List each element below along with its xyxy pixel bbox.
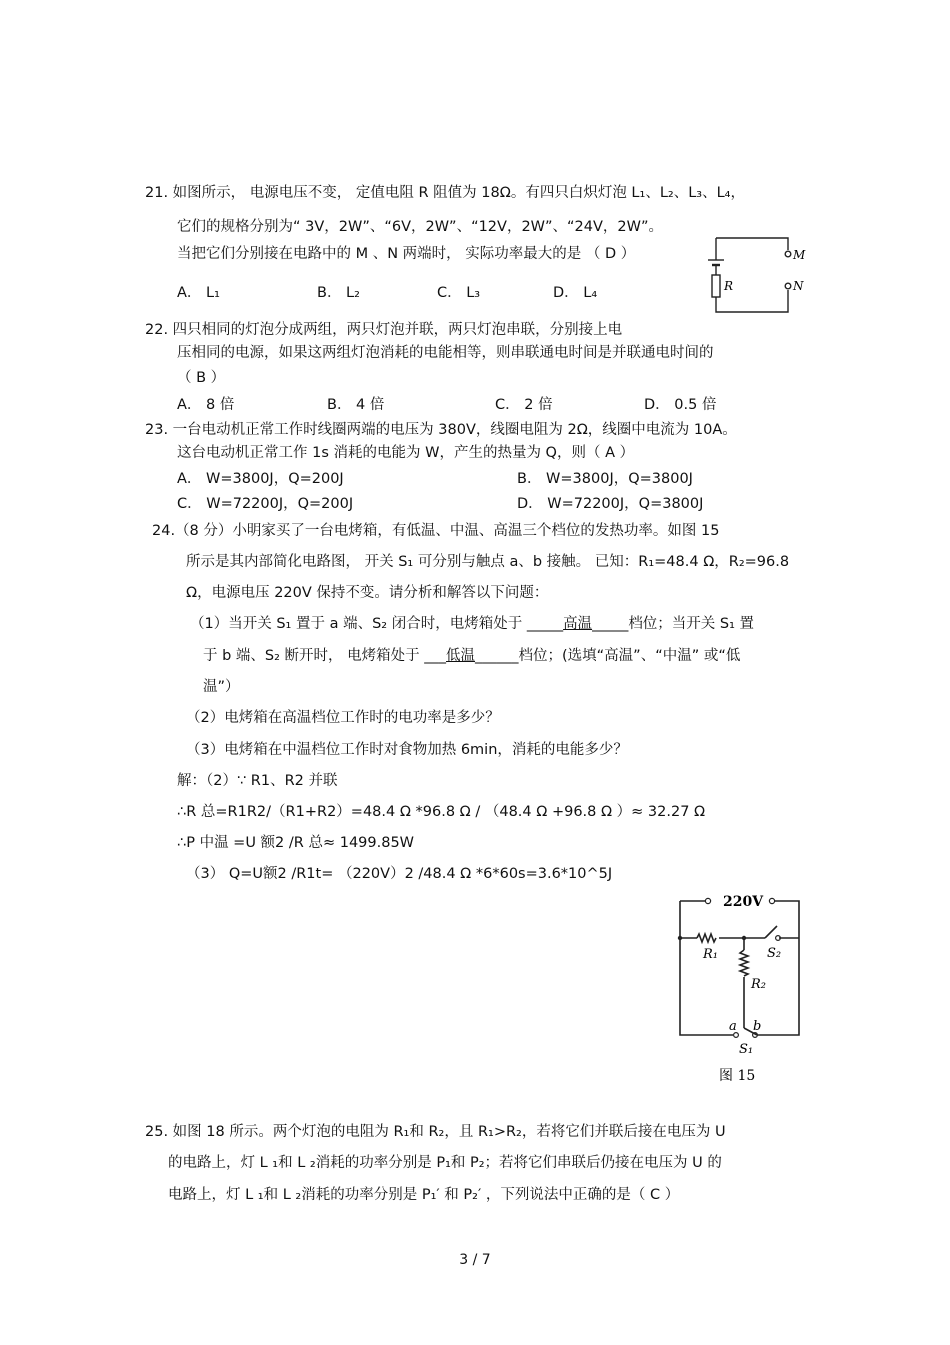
q25-line3: 电路上，灯 L ₁和 L ₂消耗的功率分别是 P₁′ 和 P₂′ ，下列说法中正确的是（ C ） [168,1187,680,1203]
q21-label-n: N [793,279,804,293]
q21-circuit-diagram [704,232,814,317]
q22-line2: 压相同的电源，如果这两组灯泡消耗的电能相等，则串联通电时间是并联通电时间的 [177,345,714,361]
q23-line1: 23. 一台电动机正常工作时线圈两端的电压为 380V，线圈电阻为 2Ω，线圈中电流为 10A。 [145,422,737,438]
q24-part2-blank-post: ______ [475,648,519,664]
q24-part1-text-a: （1）当开关 S₁ 置于 a 端、S₂ 闭合时，电烤箱处于 [190,616,527,632]
q21-line1: 21. 如图所示， 电源电压不变， 定值电阻 R 阻值为 18Ω。有四只白炽灯泡 L₁、L₂、L₃、L₄， [145,185,745,201]
q24-solution-line1: 解：（2）∵ R1、R2 并联 [177,773,338,789]
q24-label-r1: R₁ [703,947,718,962]
q24-part1-answer: 高温 [563,616,593,632]
q24-part1-line1 [190,614,754,634]
q22-option-b: B． 4 倍 [327,397,385,413]
q21-option-b: B． L₂ [317,285,360,301]
q24-solution-line4: （3） Q=U额2 /R1t= （220V）2 /48.4 Ω *6*60s=3.6*10^5J [186,866,613,882]
q24-line1: 24.（8 分）小明家买了一台电烤箱，有低温、中温、高温三个档位的发热功率。如图 15 [152,523,720,539]
q23-option-c: C． W=72200J，Q=200J [177,496,354,512]
q24-part1-blank-pre: _____ [526,616,564,632]
q24-voltage-label: 220V [723,894,764,910]
q24-label-a: a [729,1019,737,1034]
q22-line1: 22. 四只相同的灯泡分成两组，两只灯泡并联，两只灯泡串联，分别接上电 [145,322,623,338]
q24-part2-text-b: 档位；(选填“高温”、“中温” 或“低 [518,648,741,664]
q24-label-s1: S₁ [739,1042,754,1057]
page-number: 3 / 7 [459,1252,491,1268]
q24-question2: （2）电烤箱在高温档位工作时的电功率是多少？ [186,710,500,726]
q22-option-a: A． 8 倍 [177,397,235,413]
q22-line3: （ B ） [177,370,226,386]
q24-solution-line2: ∴R 总=R1R2/（R1+R2）=48.4 Ω *96.8 Ω / （48.4 Ω +96.8 Ω ）≈ 32.27 Ω [177,804,706,820]
q24-part1-text-b: 档位；当开关 S₁ 置 [628,616,755,632]
q25-line1: 25. 如图 18 所示。两个灯泡的电阻为 R₁和 R₂，且 R₁>R₂，若将它们并联后接在电压为 U [145,1124,726,1140]
q21-label-m: M [793,248,806,262]
q23-line2: 这台电动机正常工作 1s 消耗的电能为 W，产生的热量为 Q，则（ A ） [177,445,635,461]
q22-option-c: C． 2 倍 [495,397,553,413]
q24-figure-caption: 图 15 [719,1068,756,1084]
q21-option-a: A． L₁ [177,285,220,301]
q24-part1-line2 [203,646,740,666]
q24-part2-blank-pre: ___ [424,648,447,664]
q24-line2: 所示是其内部简化电路图， 开关 S₁ 可分别与触点 a、b 接触。 已知：R₁=48.4 Ω，R₂=96.8 [186,554,790,570]
q24-part2-text-a: 于 b 端、S₂ 断开时， 电烤箱处于 [203,648,425,664]
q24-label-r2: R₂ [751,977,766,992]
q24-line3: Ω，电源电压 220V 保持不变。请分析和解答以下问题： [186,585,549,601]
q24-question3: （3）电烤箱在中温档位工作时对食物加热 6min，消耗的电能多少？ [186,742,628,758]
q22-option-d: D． 0.5 倍 [644,397,717,413]
q23-option-d: D． W=72200J，Q=3800J [517,496,704,512]
q24-circuit-diagram [675,888,810,1088]
q24-label-s2: S₂ [767,946,782,961]
q21-option-c: C． L₃ [437,285,481,301]
q23-option-a: A． W=3800J，Q=200J [177,471,344,487]
q25-line2: 的电路上，灯 L ₁和 L ₂消耗的功率分别是 P₁和 P₂；若将它们串联后仍接在电压为 U 的 [168,1155,722,1171]
q21-line3: 当把它们分别接在电路中的 M 、N 两端时， 实际功率最大的是 （ D ） [177,246,636,262]
q21-label-r: R [724,279,734,293]
q24-part1-line3: 温”） [203,679,240,695]
q23-option-b: B． W=3800J，Q=3800J [517,471,693,487]
q24-part2-answer: 低温 [446,648,476,664]
q24-label-b: b [753,1019,762,1034]
q21-option-d: D． L₄ [553,285,598,301]
q21-line2: 它们的规格分别为“ 3V，2W”、“6V，2W”、“12V，2W”、“24V，2W”。 [177,219,663,235]
q24-part1-blank-post: _____ [592,616,629,632]
q24-solution-line3: ∴P 中温 =U 额2 /R 总≈ 1499.85W [177,835,415,851]
